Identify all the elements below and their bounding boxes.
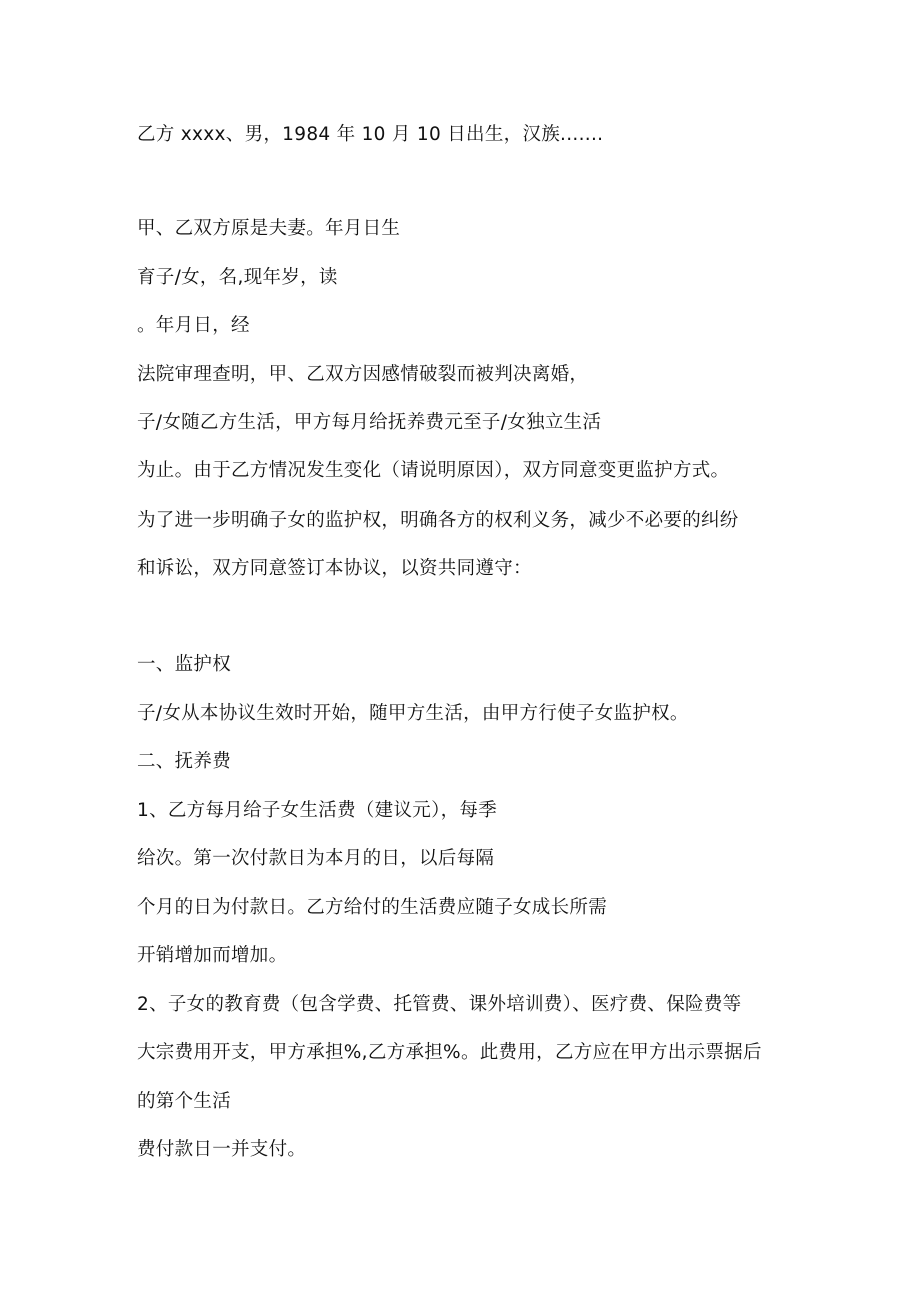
- paragraph-line: 为止。由于乙方情况发生变化（请说明原因），双方同意变更监护方式。: [137, 460, 730, 481]
- paragraph-line: 和诉讼，双方同意签订本协议，以资共同遵守：: [137, 558, 532, 579]
- clause-line: 2、子女的教育费（包含学费、托管费、课外培训费）、医疗费、保险费等: [137, 994, 742, 1015]
- party-b-info-line: 乙方 xxxx、男，1984 年 10 月 10 日出生，汉族.......: [137, 124, 604, 145]
- paragraph-line: 为了进一步明确子女的监护权，明确各方的权利义务，减少不必要的纠纷: [137, 510, 739, 531]
- paragraph-line: 法院审理查明，甲、乙双方因感情破裂而被判决离婚，: [137, 364, 589, 385]
- paragraph-line: 。年月日，经: [137, 315, 250, 336]
- clause-line: 1、乙方每月给子女生活费（建议元），每季: [137, 800, 498, 821]
- paragraph-line: 甲、乙双方原是夫妻。年月日生: [137, 218, 401, 239]
- section-heading-guardianship: 一、监护权: [137, 654, 232, 675]
- section-heading-support: 二、抚养费: [137, 751, 232, 772]
- clause-line: 给次。第一次付款日为本月的日，以后每隔: [137, 848, 495, 869]
- clause-line: 大宗费用开支，甲方承担%,乙方承担%。此费用，乙方应在甲方出示票据后: [137, 1042, 762, 1063]
- paragraph-line: 子/女随乙方生活，甲方每月给抚养费元至子/女独立生活: [137, 412, 602, 433]
- clause-line: 个月的日为付款日。乙方给付的生活费应随子女成长所需: [137, 897, 608, 918]
- paragraph-line: 子/女从本协议生效时开始，随甲方生活，由甲方行使子女监护权。: [137, 703, 689, 724]
- clause-line: 费付款日一并支付。: [137, 1139, 307, 1160]
- clause-line: 的第个生活: [137, 1091, 232, 1112]
- clause-line: 开销增加而增加。: [137, 945, 288, 966]
- paragraph-line: 育子/女，名,现年岁，读: [137, 267, 338, 288]
